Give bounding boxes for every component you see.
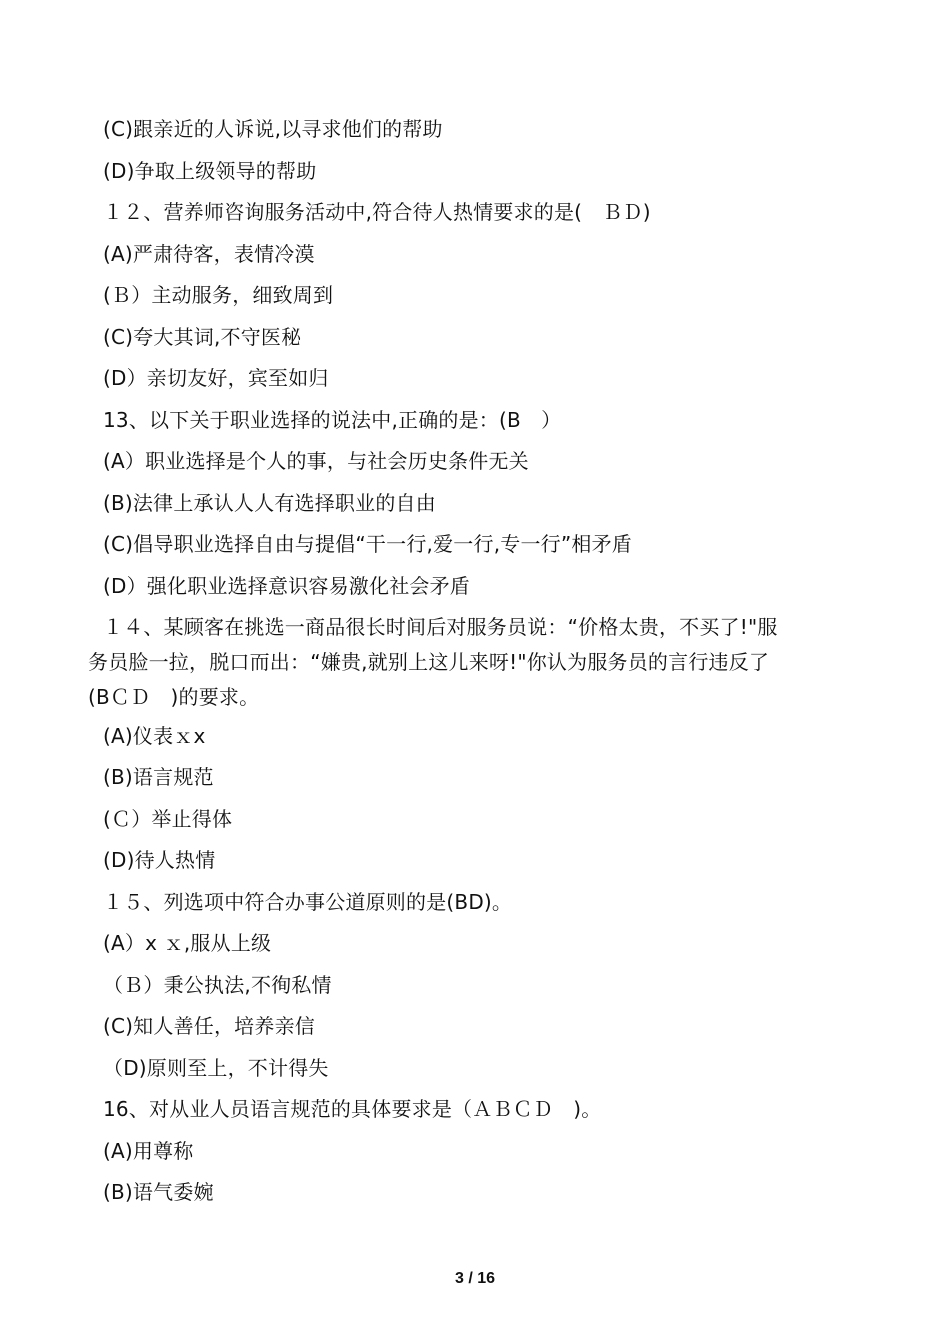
question-14-line-3: (BＣＤ )的要求。: [88, 685, 260, 709]
option-c-q11: (C)跟亲近的人诉说,以寻求他们的帮助: [103, 117, 443, 141]
option-d-q11: (D)争取上级领导的帮助: [103, 159, 317, 183]
question-14-line-1: １４、某顾客在挑选一商品很长时间后对服务员说：“价格太贵，不买了!"服: [103, 615, 778, 639]
option-b-q16: (B)语气委婉: [103, 1180, 214, 1204]
option-d-q13: (D）强化职业选择意识容易激化社会矛盾: [103, 574, 471, 598]
option-b-q15: （Ｂ）秉公执法,不徇私情: [103, 973, 332, 997]
option-b-q13: (B)法律上承认人人有选择职业的自由: [103, 491, 436, 515]
question-14-line-2: 务员脸一拉，脱口而出：“嫌贵,就别上这儿来呀!"你认为服务员的言行违反了: [88, 650, 770, 674]
option-d-q12: (D）亲切友好，宾至如归: [103, 366, 329, 390]
question-12: １２、营养师咨询服务活动中,符合待人热情要求的是( ＢＤ): [103, 200, 651, 224]
option-a-q13: (A）职业选择是个人的事，与社会历史条件无关: [103, 449, 529, 473]
option-a-q15: (A）x ｘ,服从上级: [103, 931, 272, 955]
option-c-q13: (C)倡导职业选择自由与提倡“干一行,爱一行,专一行”相矛盾: [103, 532, 633, 556]
option-a-q14: (A)仪表ｘx: [103, 724, 206, 748]
option-d-q15: （D)原则至上，不计得失: [103, 1056, 329, 1080]
option-b-q14: (B)语言规范: [103, 765, 214, 789]
question-16: 16、对从业人员语言规范的具体要求是（ＡＢＣＤ )。: [103, 1097, 602, 1121]
option-c-q15: (C)知人善任，培养亲信: [103, 1014, 315, 1038]
question-15: １５、列选项中符合办事公道原则的是(BD)。: [103, 890, 513, 914]
option-d-q14: (D)待人热情: [103, 848, 216, 872]
option-c-q12: (C)夸大其词,不守医秘: [103, 325, 302, 349]
option-a-q16: (A)用尊称: [103, 1139, 194, 1163]
question-14: [88, 610, 858, 715]
page-number: 3 / 16: [454, 1270, 496, 1287]
option-c-q14: (Ｃ）举止得体: [103, 807, 233, 831]
option-a-q12: (A)严肃待客，表情冷漠: [103, 242, 315, 266]
question-13: 13、以下关于职业选择的说法中,正确的是：(B ）: [103, 408, 562, 432]
option-b-q12: (Ｂ）主动服务，细致周到: [103, 283, 334, 307]
